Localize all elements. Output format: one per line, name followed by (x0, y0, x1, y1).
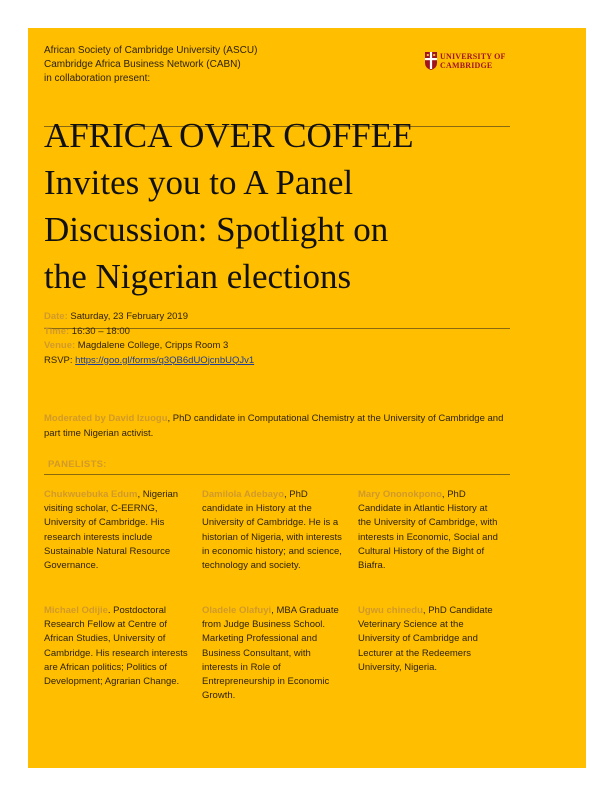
org-line: in collaboration present: (44, 73, 151, 85)
date-value: Saturday, 23 February 2019 (67, 311, 188, 322)
title-line: AFRICA OVER COFFEE (44, 116, 414, 155)
rsvp-row (44, 354, 254, 369)
panelist-bio: . Postdoctoral Research Fellow at Centre of African Studies, University of Cambridge. His research interests are African politics; Politics of Development; Agrarian Change. (44, 605, 188, 688)
logo-line: CAMBRIDGE (440, 61, 493, 70)
panelist-card (358, 604, 503, 675)
time-label: Time: (44, 325, 70, 337)
date-label: Date: (44, 311, 68, 322)
presenting-organisations (44, 44, 257, 87)
logo-line: UNIVERSITY OF (440, 52, 506, 61)
panelist-bio: , PhD candidate in History at the University of Cambridge. He is a historian of Nigeria, with interests in economic history; and science, technology and society. (202, 489, 342, 572)
event-title (44, 112, 524, 300)
panelist-bio: , Nigerian visiting scholar, C-EERNG, University of Cambridge. His research interests include Sustainable Natural Resource Governance. (44, 489, 179, 572)
panelists-heading: PANELISTS: (48, 459, 107, 470)
panelists-divider (44, 474, 510, 475)
cambridge-crest-icon (425, 52, 437, 70)
org-line: African Society of Cambridge University (ASCU) (44, 45, 258, 56)
moderator-text: , PhD candidate in Computational Chemistry at the University of Cambridge and part time Nigerian activist. (44, 413, 504, 439)
venue-label: Venue: (44, 340, 76, 351)
rsvp-link[interactable]: https://goo.gl/forms/q3QB6dUOjcnbUQJv1 (75, 354, 255, 366)
panelist-card (44, 488, 189, 573)
venue-row (44, 339, 254, 354)
panelist-bio: , PhD Candidate Veterinary Science at the University of Cambridge and Lecturer at the Redeemers University, Nigeria. (358, 605, 493, 673)
time-value: 16:30 – 18:00 (69, 325, 130, 337)
venue-value: Magdalene College, Cripps Room 3 (75, 340, 229, 351)
panelist-name: Oladele Olafuyi (202, 605, 272, 616)
university-logo (425, 52, 506, 70)
moderator-paragraph (44, 412, 514, 441)
panelist-name: Michael Odijie (44, 605, 108, 616)
event-details (44, 310, 254, 368)
moderator-name: Moderated by David Izuogu (44, 413, 168, 424)
time-row (44, 325, 254, 340)
panelist-card (44, 604, 189, 689)
panelist-name: Mary Ononokpono (358, 489, 442, 500)
panelist-bio: , MBA Graduate from Judge Business School. Marketing Professional and Business Consultant, with interests in Role of Entrepreneurship in Economic Growth. (202, 605, 339, 702)
logo-text (440, 52, 506, 70)
panelist-bio: , PhD Candidate in Atlantic History at the University of Cambridge, with interests in Economic, Social and Cultural History of the Bight of Biafra. (358, 489, 498, 572)
panelist-name: Chukwuebuka Edum (44, 489, 138, 500)
spacer (44, 402, 510, 403)
panelist-name: Ugwu chinedu (358, 605, 423, 616)
title-line: the Nigerian elections (44, 257, 352, 296)
panelist-name: Damilola Adebayo (202, 489, 285, 500)
panelist-card (202, 488, 347, 573)
org-line: Cambridge Africa Business Network (CABN) (44, 59, 241, 71)
date-row (44, 310, 254, 325)
title-line: Invites you to A Panel (44, 163, 354, 202)
rsvp-label: RSVP: (44, 354, 76, 366)
panelist-card (358, 488, 503, 573)
title-line: Discussion: Spotlight on (44, 210, 389, 249)
panelist-card (202, 604, 347, 703)
